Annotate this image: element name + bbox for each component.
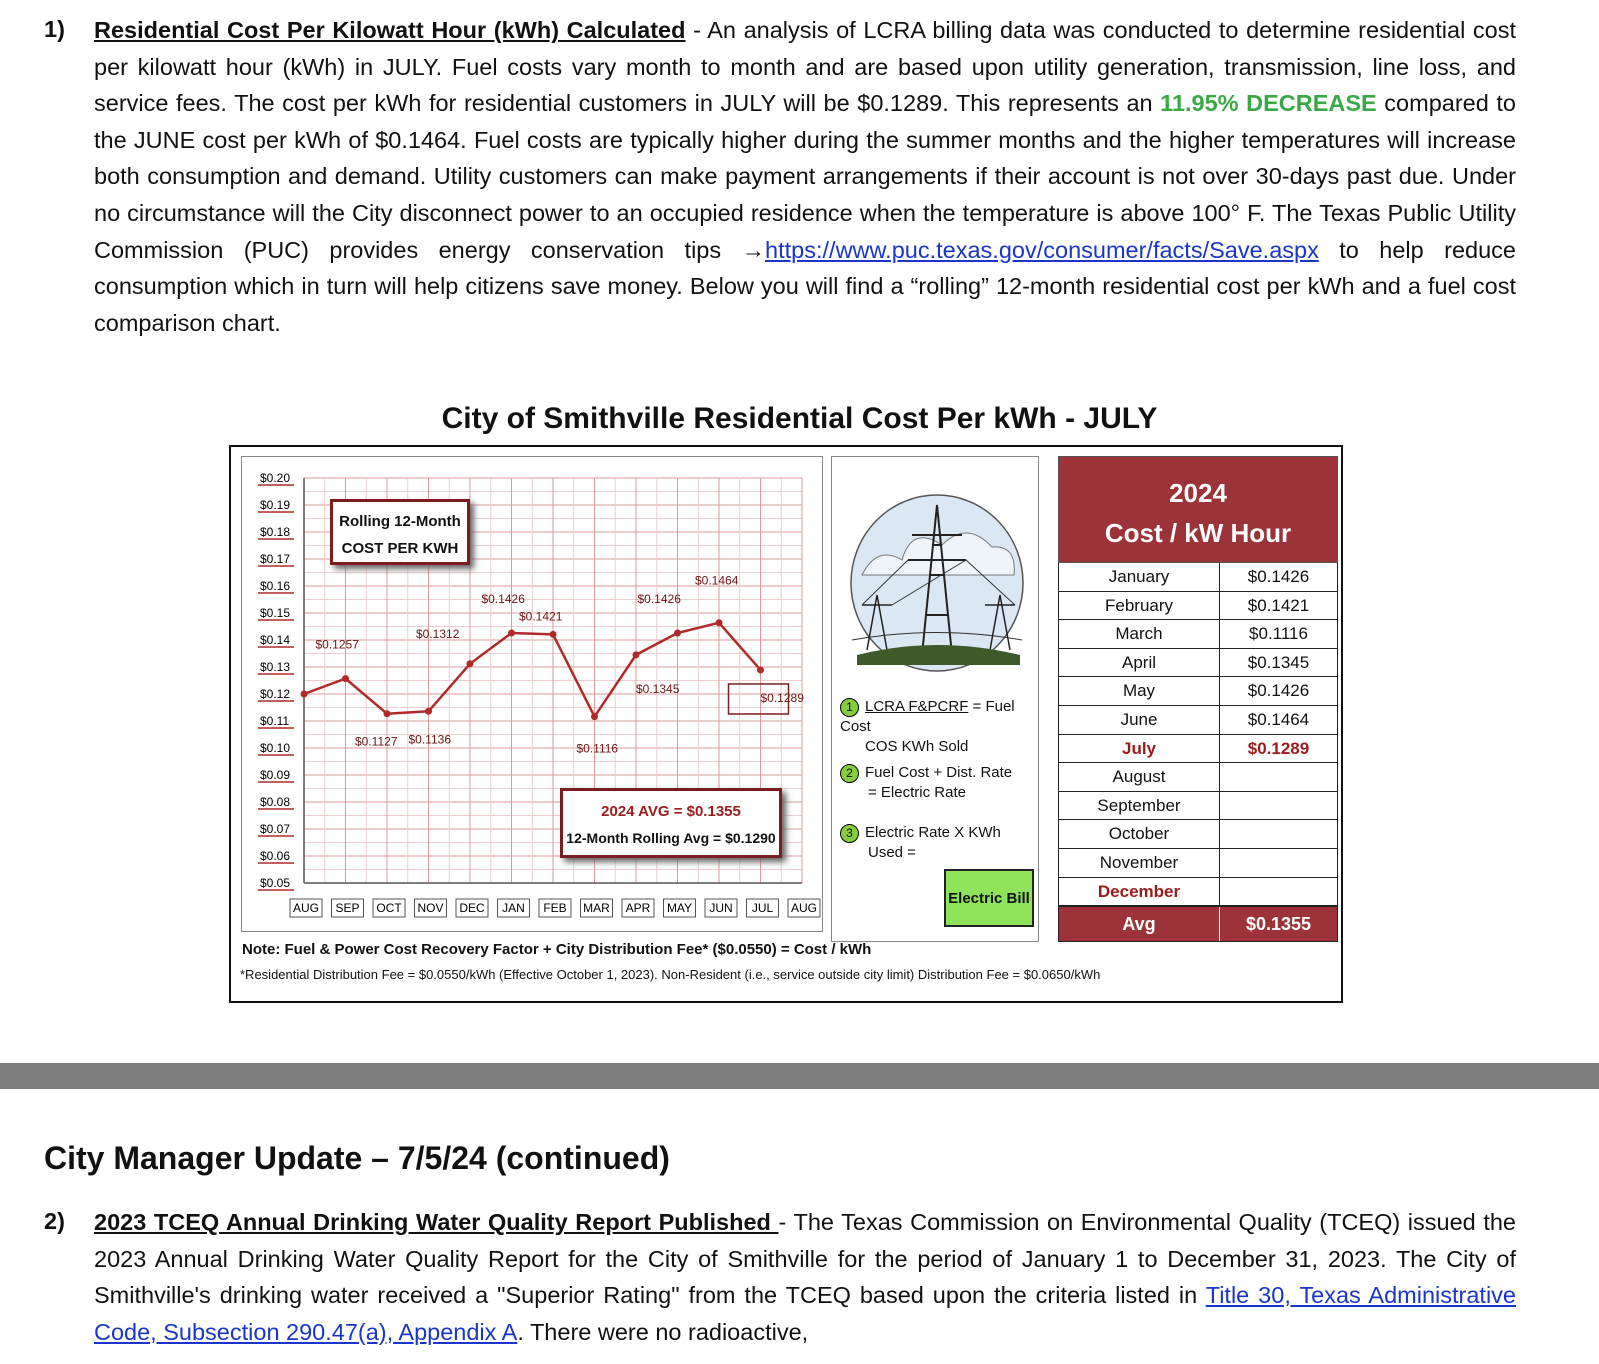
step-3-badge: 3 — [840, 824, 859, 843]
chart-title: City of Smithville Residential Cost Per kWh - JULY — [441, 402, 1158, 435]
value-cell — [1220, 820, 1337, 848]
x-tick-label: OCT — [376, 901, 402, 915]
rate-table-row — [1058, 763, 1338, 792]
chart-footnote: *Residential Distribution Fee = $0.0550/kWh (Effective October 1, 2023). Non-Resident (i.e., service outside city limit) Distribution Fee = $0.0650/kWh — [240, 967, 1101, 982]
y-tick-label: $0.09 — [260, 768, 291, 782]
formula-step-3 — [840, 823, 1001, 863]
avg-callout-line1: 2024 AVG = $0.1355 — [601, 803, 741, 820]
data-point — [716, 619, 723, 626]
value-cell: $0.1464 — [1247, 709, 1310, 729]
x-tick-label: SEP — [335, 901, 360, 915]
rate-table — [1058, 456, 1338, 942]
x-tick-label: JUN — [709, 901, 733, 915]
value-cell — [1220, 878, 1337, 906]
y-tick-label: $0.10 — [260, 741, 291, 755]
x-tick-label: APR — [625, 901, 651, 915]
value-cell: $0.1426 — [1247, 681, 1310, 701]
rate-table-year: 2024 — [1169, 478, 1227, 508]
section2-heading: 2023 TCEQ Annual Drinking Water Quality Report Published — [94, 1209, 779, 1235]
value-cell: $0.1426 — [1247, 567, 1310, 586]
y-tick-label: $0.12 — [260, 687, 291, 701]
section1-text-intro: - An analysis of LCRA billing data was conducted to determine residential cost per kilowatt hour (kWh) in JULY. Fuel costs vary month to month and are based upon utility generation, transmission, line loss, and service fees. The cost per kWh for residential customers in JULY will be $0.1289. This represents an — [94, 17, 1517, 117]
y-tick-label: $0.15 — [260, 606, 291, 620]
formula-step-2 — [840, 763, 1012, 803]
rate-table-row — [1058, 592, 1338, 621]
y-tick-label: $0.20 — [260, 471, 291, 485]
x-tick-label: DEC — [459, 901, 485, 915]
step-1-badge: 1 — [840, 698, 859, 717]
data-point — [550, 631, 557, 638]
puc-link[interactable]: https://www.puc.texas.gov/consumer/facts/Save.aspx — [765, 236, 1319, 263]
chart-box — [229, 445, 1343, 1003]
y-tick-label: $0.17 — [260, 552, 291, 566]
data-point — [467, 660, 474, 667]
data-point — [757, 666, 764, 673]
month-cell: April — [1059, 649, 1220, 677]
rolling-callout-line1: Rolling 12-Month — [339, 513, 461, 530]
tac-link[interactable]: Title 30, Texas Administrative Code, Subsection 290.47(a), Appendix A — [94, 1282, 1516, 1345]
electric-bill-box: Electric Bill — [944, 869, 1034, 927]
data-point — [674, 629, 681, 636]
formula-step-1 — [840, 697, 1038, 757]
month-cell: March — [1059, 620, 1220, 648]
rate-table-header — [1058, 456, 1338, 563]
avg-value: $0.1355 — [1245, 914, 1312, 935]
arrow-icon: → — [741, 236, 766, 263]
page-divider — [0, 1063, 1599, 1089]
data-label: $0.1426 — [481, 591, 525, 606]
y-tick-label: $0.05 — [260, 876, 291, 890]
data-label: $0.1116 — [576, 741, 619, 756]
month-cell: November — [1059, 849, 1220, 877]
x-tick-label: MAY — [666, 901, 693, 915]
y-tick-label: $0.11 — [260, 714, 290, 728]
section1-heading: Residential Cost Per Kilowatt Hour (kWh) Calculated — [94, 17, 686, 43]
month-cell: July — [1059, 735, 1220, 763]
avg-label: Avg — [1059, 907, 1220, 941]
y-tick-label: $0.07 — [260, 822, 291, 836]
rate-table-row — [1058, 878, 1338, 907]
y-tick-label: $0.14 — [260, 633, 291, 647]
y-tick-label: $0.18 — [260, 525, 291, 539]
data-point — [508, 629, 515, 636]
data-point — [633, 651, 640, 658]
data-point — [384, 710, 391, 717]
data-label: $0.1127 — [355, 734, 398, 749]
rate-table-body — [1058, 563, 1338, 906]
month-cell: August — [1059, 763, 1220, 791]
y-tick-label: $0.19 — [260, 498, 291, 512]
section-title: City Manager Update – 7/5/24 (continued) — [44, 1140, 670, 1176]
value-cell: $0.1421 — [1247, 595, 1310, 615]
month-cell: October — [1059, 820, 1220, 848]
section2-paragraph — [94, 1204, 1516, 1350]
month-cell: January — [1059, 563, 1220, 591]
data-label: $0.1421 — [519, 609, 563, 624]
rate-table-row — [1058, 649, 1338, 678]
section1-paragraph — [94, 12, 1516, 341]
value-cell — [1220, 763, 1337, 791]
step-1-result: = Fuel Cost — [840, 698, 1015, 735]
value-cell: $0.1289 — [1247, 738, 1310, 758]
section-number-2: 2) — [44, 1208, 65, 1234]
data-label: $0.1289 — [760, 690, 804, 705]
rate-table-row — [1058, 706, 1338, 735]
value-cell — [1220, 849, 1337, 877]
y-tick-label: $0.16 — [260, 579, 291, 593]
rate-table-row — [1058, 563, 1338, 592]
x-tick-label: MAR — [583, 901, 610, 915]
data-label: $0.1136 — [408, 732, 451, 747]
step-3-line1: Electric Rate X KWh — [865, 824, 1001, 841]
step-2-badge: 2 — [840, 764, 859, 783]
rate-table-row — [1058, 849, 1338, 878]
power-tower-illustration — [842, 465, 1032, 675]
data-point — [425, 708, 432, 715]
section2-text1: - The Texas Commission on Environmental Quality (TCEQ) issued the 2023 Annual Drinking Water Quality Report for the City of Smithville for the period of January 1 to December 31, 2023. The City of Smithville's drinking water received a "Superior Rating" from the TCEQ based upon the criteria listed in — [94, 1209, 1516, 1309]
step-1-denominator: COS KWh Sold — [865, 738, 969, 755]
step-2-line1: Fuel Cost + Dist. Rate — [865, 764, 1013, 781]
month-cell: December — [1059, 878, 1220, 906]
data-point — [301, 691, 308, 698]
rate-table-row — [1058, 735, 1338, 764]
data-point — [342, 675, 349, 682]
rate-table-avg-row — [1058, 906, 1338, 942]
data-label: $0.1257 — [315, 637, 359, 652]
data-label: $0.1464 — [695, 573, 739, 588]
x-tick-label: JAN — [502, 901, 525, 915]
x-tick-label: JUL — [751, 901, 774, 915]
section1-text-end: to help reduce consumption which in turn will help citizens save money. Below you will find a “rolling” 12-month residential cost per kWh and a fuel cost comparison chart. — [94, 236, 1516, 336]
rate-table-row — [1058, 792, 1338, 821]
rolling-callout — [330, 499, 470, 565]
rate-table-row — [1058, 820, 1338, 849]
section1-text-middle: compared to the JUNE cost per kWh of $0.1464. Fuel costs are typically higher during the summer months and the higher temperatures will increase both consumption and demand. Utility customers can make payment arrangements if their account is not over 30-days past due. Under no circumstance will the City disconnect power to an occupied residence when the temperature is above 100° F. The Texas Public Utility Commission (PUC) provides energy conservation tips — [94, 90, 1516, 263]
y-tick-label: $0.13 — [260, 660, 291, 674]
formula-panel — [831, 456, 1039, 942]
value-cell — [1220, 792, 1337, 820]
data-label: $0.1426 — [637, 591, 681, 606]
y-tick-label: $0.08 — [260, 795, 291, 809]
y-tick-label: $0.06 — [260, 849, 291, 863]
data-label: $0.1345 — [636, 681, 680, 696]
rate-table-row — [1058, 620, 1338, 649]
rolling-callout-line2: COST PER KWH — [341, 540, 459, 557]
month-cell: June — [1059, 706, 1220, 734]
average-callout — [560, 788, 782, 858]
step-2-line2: = Electric Rate — [868, 784, 966, 801]
rate-table-row — [1058, 677, 1338, 706]
month-cell: May — [1059, 677, 1220, 705]
data-point — [591, 713, 598, 720]
value-cell: $0.1345 — [1247, 652, 1310, 672]
section-number-1: 1) — [44, 16, 65, 42]
x-tick-label: AUG — [292, 901, 320, 915]
decrease-percent: 11.95% DECREASE — [1160, 90, 1377, 117]
step-1-numerator: LCRA F&PCRF — [865, 698, 969, 715]
value-cell: $0.1116 — [1249, 624, 1308, 644]
rate-table-title: Cost / kW Hour — [1104, 518, 1292, 548]
month-cell: February — [1059, 592, 1220, 620]
x-tick-label: NOV — [417, 901, 444, 915]
x-tick-label: AUG — [790, 901, 818, 915]
avg-callout-line2: 12-Month Rolling Avg = $0.1290 — [566, 830, 776, 846]
x-tick-label: FEB — [543, 901, 567, 915]
step-3-line2: Used = — [868, 844, 916, 861]
chart-note: Note: Fuel & Power Cost Recovery Factor + City Distribution Fee* ($0.0550) = Cost / kWh — [242, 941, 872, 958]
data-label: $0.1312 — [416, 626, 460, 641]
section2-text2: . There were no radioactive, — [517, 1318, 809, 1345]
plot-panel — [241, 456, 823, 932]
month-cell: September — [1059, 792, 1220, 820]
